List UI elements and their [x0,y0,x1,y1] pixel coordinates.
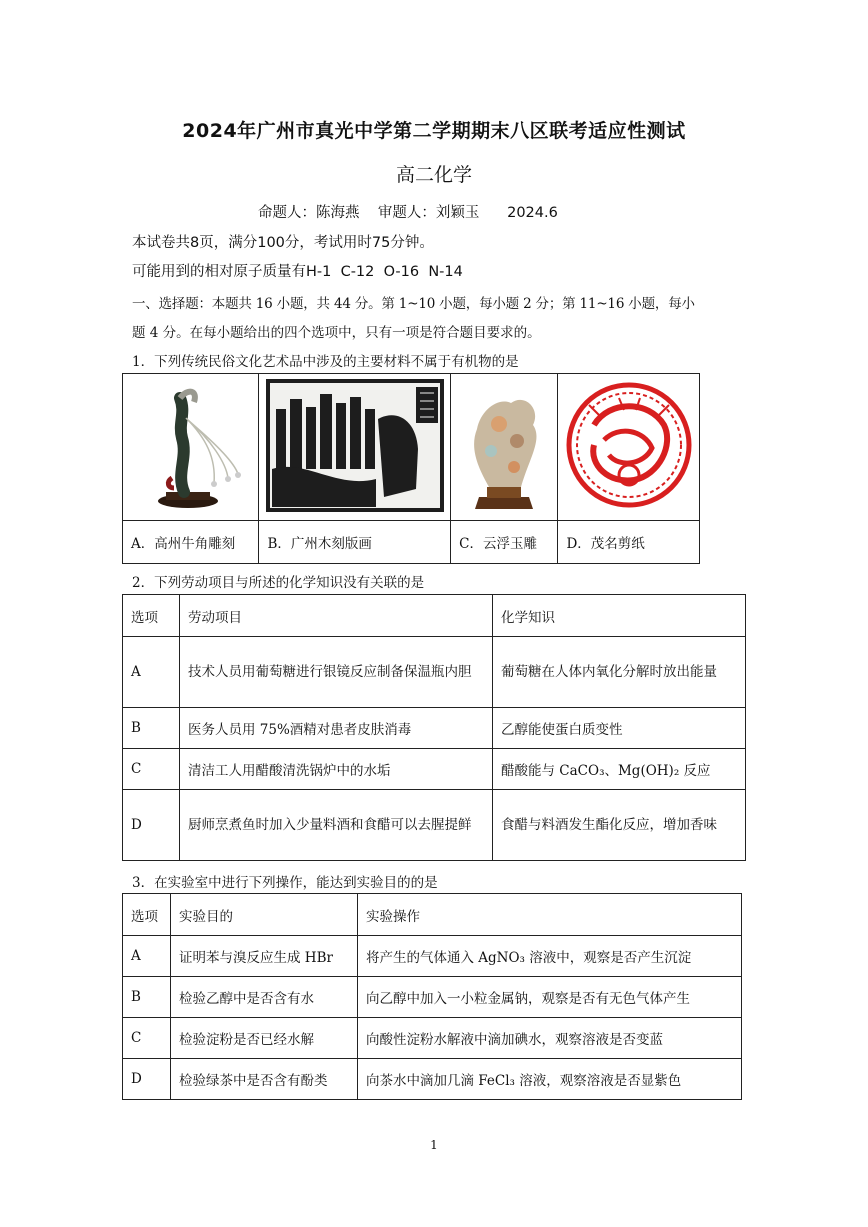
q3-cell: 检验乙醇中是否含有水 [171,977,358,1018]
q2-cell: 乙醇能使蛋白质变性 [493,708,746,749]
table-row [123,936,742,977]
q3-cell: 向酸性淀粉水解液中滴加碘水，观察溶液是否变蓝 [358,1018,742,1059]
page-title: 2024年广州市真光中学第二学期期末八区联考适应性测试 [182,120,686,142]
q2-cell: C [123,749,180,790]
q3-cell: B [123,977,171,1018]
exam-info: 本试卷共8页，满分100分，考试用时75分钟。 [132,235,434,251]
paper-cut-image [564,380,694,510]
q2-cell: 医务人员用 75%酒精对患者皮肤消毒 [180,708,493,749]
page-number: 1 [430,1138,438,1152]
section-line-1: 一、选择题：本题共 16 小题，共 44 分。第 1~10 小题，每小题 2 分；第 11~16 小题，每小 [132,296,695,312]
table-row [123,1059,742,1100]
q1-option-d: D．茂名剪纸 [558,521,700,564]
q1-option-b: B．广州木刻版画 [259,521,451,564]
q1-image-a [123,374,259,521]
q2-table [122,594,746,861]
q3-cell: 向乙醇中加入一小粒金属钠，观察是否有无色气体产生 [358,977,742,1018]
q2-header-knowledge: 化学知识 [493,595,746,637]
q2-cell: 技术人员用葡萄糖进行银镜反应制备保温瓶内胆 [180,637,493,708]
q1-option-a: A．高州牛角雕刻 [123,521,259,564]
woodcut-print-image [266,379,444,512]
section-line-2: 题 4 分。在每小题给出的四个选项中，只有一项是符合题目要求的。 [132,325,541,341]
q2-cell: D [123,790,180,861]
table-row [123,1018,742,1059]
atomic-mass-info: 可能用到的相对原子质量有H-1 C-12 O-16 N-14 [132,264,463,280]
q1-image-d [558,374,700,521]
q1-image-c [451,374,558,521]
q1-stem: 1．下列传统民俗文化艺术品中涉及的主要材料不属于有机物的是 [132,354,519,370]
q3-cell: C [123,1018,171,1059]
q3-cell: A [123,936,171,977]
q2-cell: B [123,708,180,749]
q2-cell: 醋酸能与 CaCO₃、Mg(OH)₂ 反应 [493,749,746,790]
authors-line: 命题人：陈海燕 审题人：刘颖玉 2024.6 [258,205,558,221]
q3-cell: 检验绿茶中是否含有酚类 [171,1059,358,1100]
q1-image-table [122,373,700,564]
q1-image-b [259,374,451,521]
q3-cell: 证明苯与溴反应生成 HBr [171,936,358,977]
q2-header-labor: 劳动项目 [180,595,493,637]
q2-cell: 食醋与料酒发生酯化反应，增加香味 [493,790,746,861]
table-row [123,977,742,1018]
q3-stem: 3．在实验室中进行下列操作，能达到实验目的的是 [132,875,438,891]
q2-cell: 葡萄糖在人体内氧化分解时放出能量 [493,637,746,708]
q2-cell: 清洁工人用醋酸清洗锅炉中的水垢 [180,749,493,790]
q1-option-c: C．云浮玉雕 [451,521,558,564]
section-instructions [132,290,738,348]
table-row [123,637,746,708]
q3-cell: D [123,1059,171,1100]
table-row [123,708,746,749]
table-row [123,749,746,790]
q3-cell: 检验淀粉是否已经水解 [171,1018,358,1059]
q3-header-option: 选项 [123,894,171,936]
q3-cell: 向茶水中滴加几滴 FeCl₃ 溶液，观察溶液是否显紫色 [358,1059,742,1100]
q2-cell: 厨师烹煮鱼时加入少量料酒和食醋可以去腥提鲜 [180,790,493,861]
q2-stem: 2．下列劳动项目与所述的化学知识没有关联的是 [132,575,425,591]
q3-header-purpose: 实验目的 [171,894,358,936]
q2-cell: A [123,637,180,708]
q3-cell: 将产生的气体通入 AgNO₃ 溶液中，观察是否产生沉淀 [358,936,742,977]
horn-carving-image [136,378,246,513]
jade-carving-image [459,379,549,512]
q3-header-operation: 实验操作 [358,894,742,936]
q3-table [122,893,742,1100]
table-row [123,790,746,861]
q2-header-option: 选项 [123,595,180,637]
subject-title: 高二化学 [395,164,472,186]
